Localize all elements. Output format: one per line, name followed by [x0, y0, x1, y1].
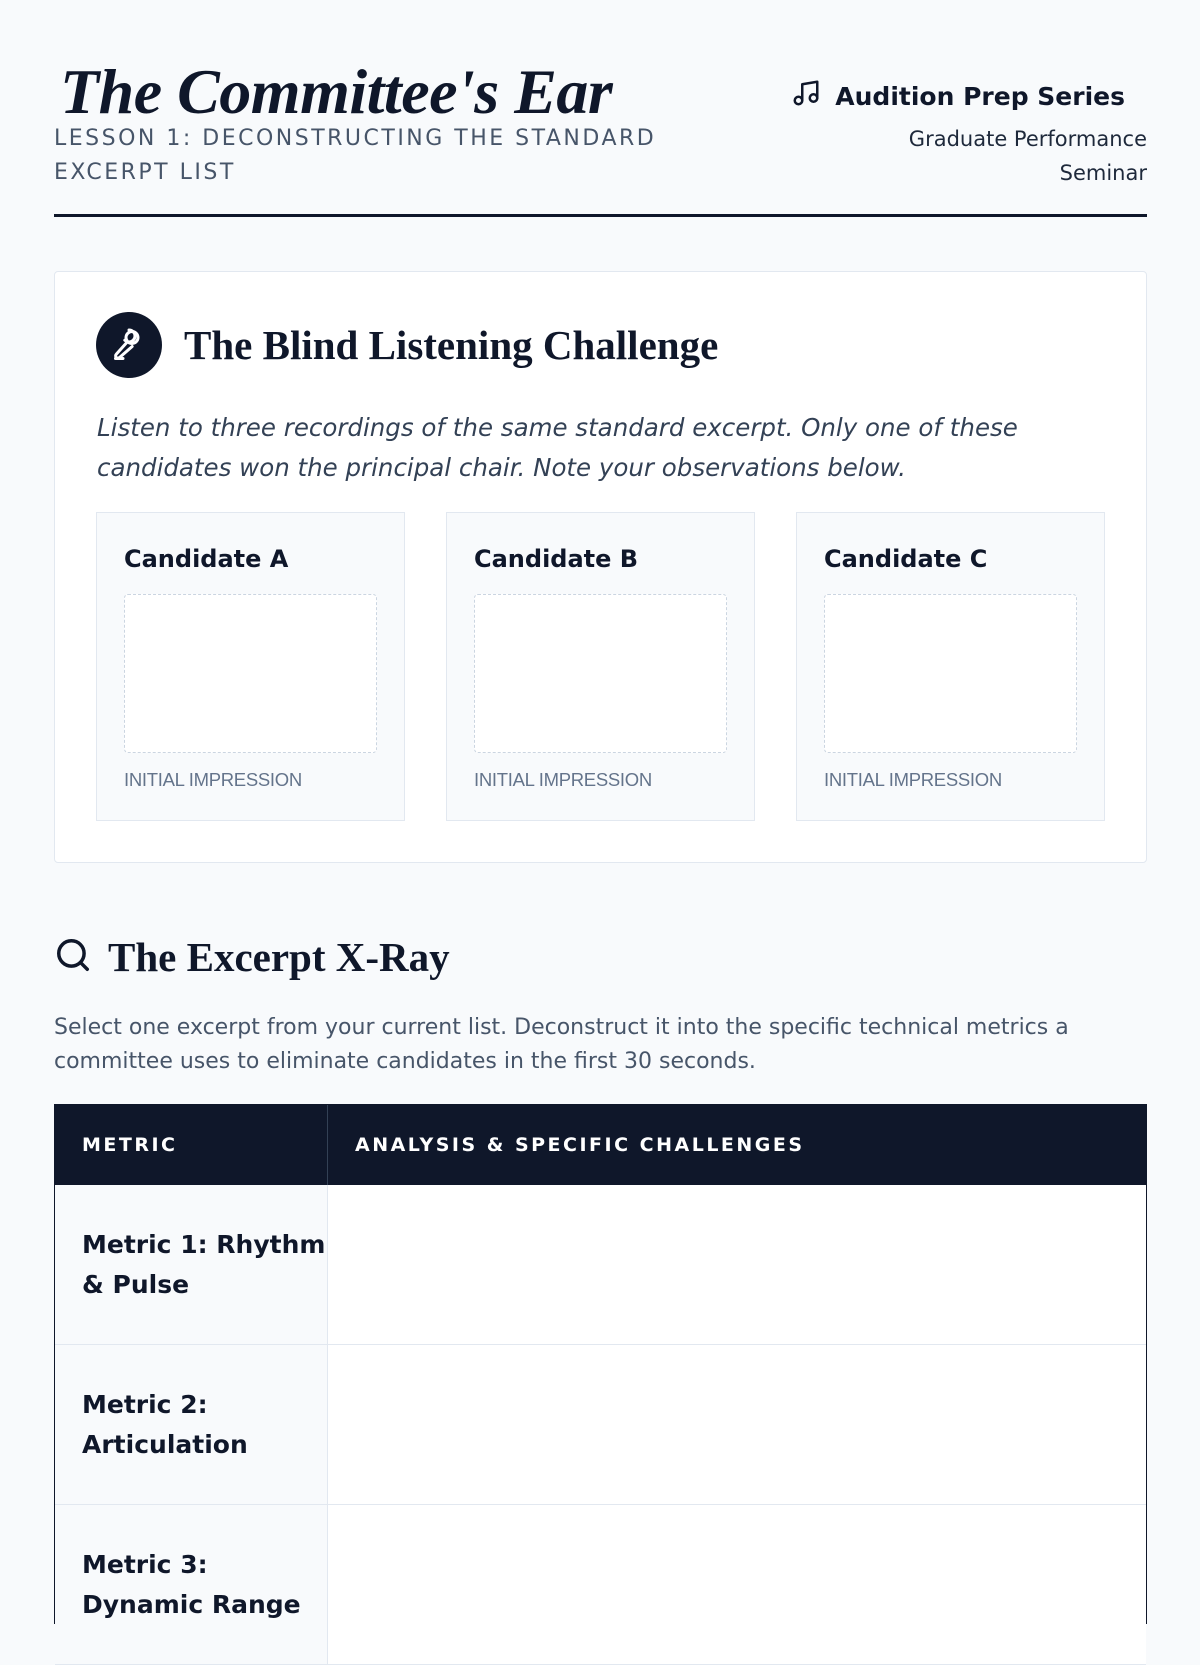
series-label: Audition Prep Series	[835, 81, 1125, 111]
challenge-description: Listen to three recordings of the same standard excerpt. Only one of these candidates won the principal chair. Note your observations below.	[97, 413, 1018, 482]
impression-label: INITIAL IMPRESSION	[474, 769, 652, 790]
analysis-cell[interactable]	[328, 1505, 1146, 1664]
xray-title: The Excerpt X-Ray	[108, 934, 450, 980]
column-header-analysis: ANALYSIS & SPECIFIC CHALLENGES	[355, 1134, 805, 1156]
candidate-grid	[96, 512, 1105, 821]
candidate-name: Candidate C	[824, 545, 988, 573]
candidate-card-b	[446, 512, 755, 821]
music-note-icon	[791, 78, 821, 114]
candidate-card-c	[796, 512, 1105, 821]
impression-note-field[interactable]	[124, 594, 377, 753]
card-heading	[96, 312, 718, 378]
metric-cell: Metric 2: Articulation	[55, 1345, 328, 1504]
metrics-table	[54, 1104, 1147, 1624]
candidate-card-a	[96, 512, 405, 821]
table-header	[55, 1105, 1146, 1185]
page-header	[54, 56, 1147, 217]
seminar-label: Graduate Performance Seminar	[908, 127, 1147, 185]
impression-note-field[interactable]	[824, 594, 1077, 753]
candidate-name: Candidate A	[124, 545, 289, 573]
challenge-title: The Blind Listening Challenge	[184, 322, 719, 368]
table-row	[55, 1345, 1146, 1505]
analysis-cell[interactable]	[328, 1185, 1146, 1344]
table-row	[55, 1505, 1146, 1665]
column-header-metric: METRIC	[55, 1105, 328, 1185]
impression-label: INITIAL IMPRESSION	[824, 769, 1002, 790]
impression-note-field[interactable]	[474, 594, 727, 753]
lesson-subtitle: LESSON 1: DECONSTRUCTING THE STANDARD EXCERPT LIST	[54, 126, 657, 185]
impression-label: INITIAL IMPRESSION	[124, 769, 302, 790]
table-row	[55, 1185, 1146, 1345]
analysis-cell[interactable]	[328, 1345, 1146, 1504]
candidate-name: Candidate B	[474, 545, 639, 573]
xray-description: Select one excerpt from your current list. Deconstruct it into the specific technical metrics a committee uses to eliminate candidates in the first 30 seconds.	[54, 1015, 1069, 1074]
microphone-icon	[96, 312, 162, 378]
series-label-group	[791, 78, 1125, 114]
page-title: The Committee's Ear	[60, 56, 613, 127]
blind-listening-card	[54, 271, 1147, 863]
search-icon	[54, 936, 92, 979]
metric-cell: Metric 3: Dynamic Range	[55, 1505, 328, 1664]
xray-heading	[54, 933, 450, 981]
metric-cell: Metric 1: Rhythm & Pulse	[55, 1185, 328, 1344]
